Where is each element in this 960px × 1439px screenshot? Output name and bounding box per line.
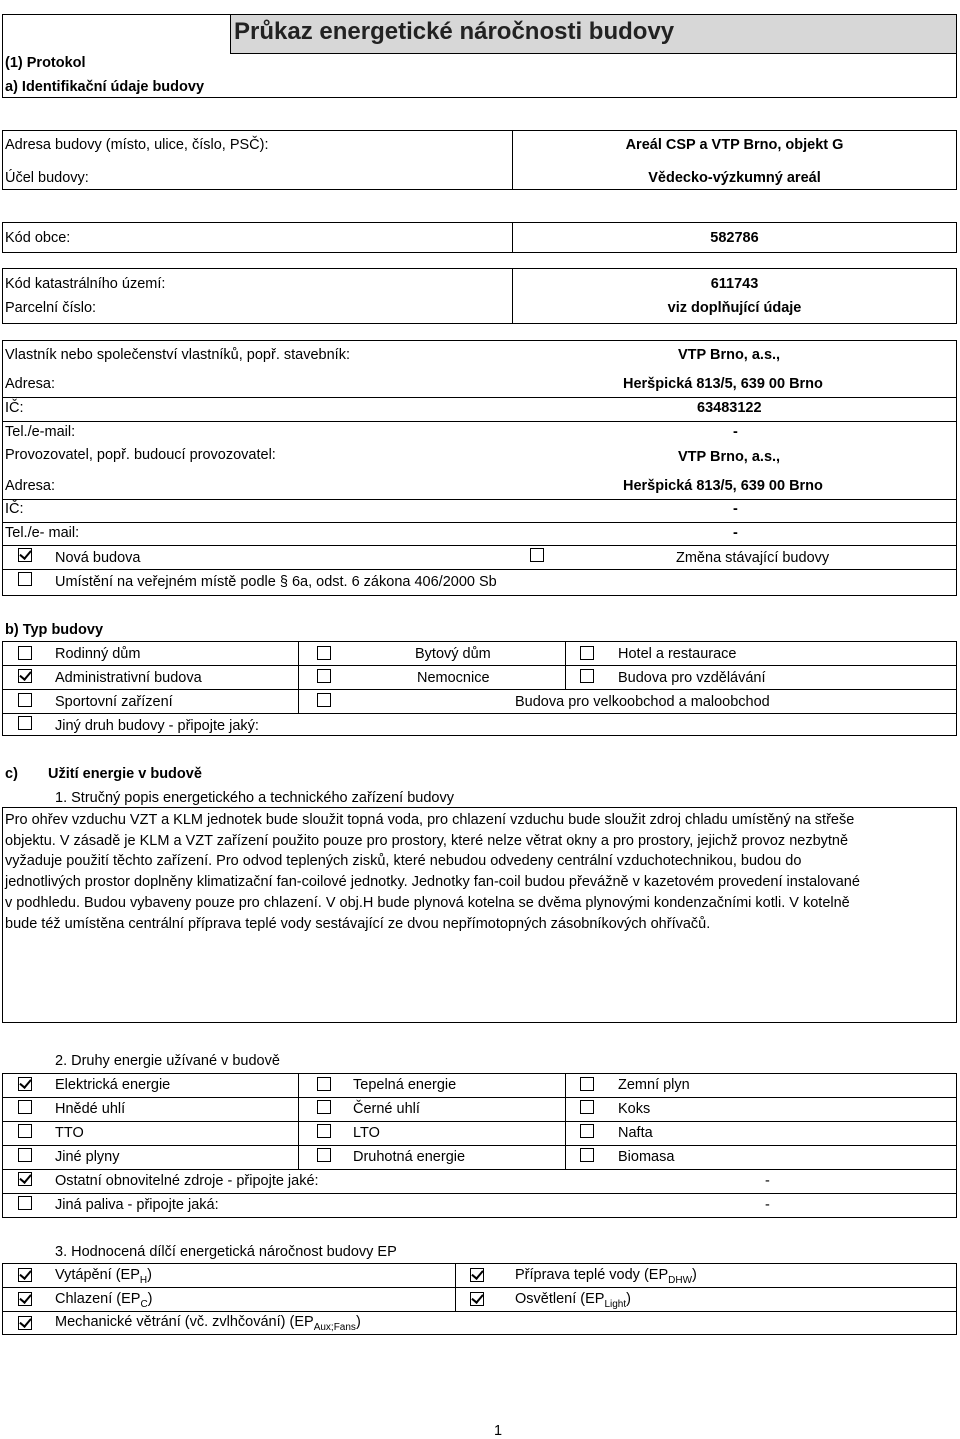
- cooling-close: ): [147, 1291, 153, 1307]
- purpose-label: Účel budovy:: [5, 170, 89, 186]
- cooling-text: Chlazení (EP: [55, 1291, 141, 1307]
- hot-water-checkbox[interactable]: [470, 1268, 484, 1282]
- heating-close: ): [147, 1267, 152, 1283]
- black-coal-checkbox[interactable]: [317, 1100, 331, 1114]
- new-building-label: Nová budova: [55, 550, 141, 566]
- heating-checkbox[interactable]: [18, 1268, 32, 1282]
- owner-ic-value: 63483122: [697, 400, 762, 416]
- owner-value: VTP Brno, a.s.,: [678, 347, 781, 363]
- code-value: 582786: [710, 230, 759, 246]
- heat-label: Tepelná energie: [353, 1077, 457, 1093]
- admin-checkbox[interactable]: [18, 669, 32, 683]
- operator-ic-label: IČ:: [5, 501, 24, 517]
- owner-tel-label: Tel./e-mail:: [5, 424, 76, 440]
- cooling-sub: C: [140, 1298, 148, 1310]
- operator-address-value: Heršpická 813/5, 639 00 Brno: [623, 478, 823, 494]
- sports-checkbox[interactable]: [18, 693, 32, 707]
- cadastral-value: 611743: [710, 276, 759, 292]
- owner-rule-6: [2, 569, 957, 570]
- owner-rule-4: [2, 522, 957, 523]
- other-building-checkbox[interactable]: [18, 716, 32, 730]
- lighting-close: ): [626, 1291, 631, 1307]
- pe-rule-1: [2, 1287, 957, 1288]
- family-house-label: Rodinný dům: [55, 646, 141, 662]
- other-fuel-label: Jiná paliva - připojte jaká:: [55, 1197, 219, 1213]
- lighting-label: [515, 1291, 631, 1310]
- description-line-1: Pro ohřev vzduchu VZT a KLM jednotek bude sloužit topná voda, pro chlazení vzduchu bude sloužit zdroj chladu umístěný na střeše: [5, 812, 855, 828]
- section-c-title: Užití energie v budově: [48, 766, 202, 782]
- heating-sub: H: [139, 1274, 148, 1286]
- building-type-title: b) Typ budovy: [5, 622, 104, 638]
- owner-rule-5: [2, 545, 957, 546]
- section-a-title: a) Identifikační údaje budovy: [5, 79, 205, 95]
- brown-coal-checkbox[interactable]: [18, 1100, 32, 1114]
- other-fuel-value: -: [765, 1197, 770, 1213]
- education-checkbox[interactable]: [580, 669, 594, 683]
- naphtha-checkbox[interactable]: [580, 1124, 594, 1138]
- parcel-value: viz doplňující údaje: [667, 300, 802, 316]
- tto-checkbox[interactable]: [18, 1124, 32, 1138]
- admin-label: Administrativní budova: [55, 670, 202, 686]
- new-building-checkbox[interactable]: [18, 548, 32, 562]
- sports-label: Sportovní zařízení: [55, 694, 173, 710]
- hot-water-sub: DHW: [668, 1274, 693, 1286]
- partial-ep-title: 3. Hodnocená dílčí energetická náročnost budovy EP: [55, 1244, 397, 1260]
- other-gas-checkbox[interactable]: [18, 1148, 32, 1162]
- description-line-4: jednotlivých prostor doplněny klimatizační fan-coilové jednotky. Jednotky fan-coil budou převážně v kazetovém provedení instalované: [5, 874, 860, 890]
- operator-value: VTP Brno, a.s.,: [678, 449, 781, 465]
- renewable-value: -: [765, 1173, 770, 1189]
- renewable-label: Ostatní obnovitelné zdroje - připojte jaké:: [55, 1173, 319, 1189]
- hot-water-text: Příprava teplé vody (EP: [515, 1267, 669, 1283]
- bt-rule-1: [2, 665, 957, 666]
- protocol-label: (1) Protokol: [5, 55, 86, 71]
- apartment-house-checkbox[interactable]: [317, 646, 331, 660]
- other-fuel-checkbox[interactable]: [18, 1196, 32, 1210]
- owner-label: Vlastník nebo společenství vlastníků, popř. stavebník:: [5, 347, 350, 363]
- owner-rule-2: [2, 421, 957, 422]
- pe-rule-2: [2, 1311, 957, 1312]
- operator-address-label: Adresa:: [5, 478, 55, 494]
- naphtha-label: Nafta: [618, 1125, 653, 1141]
- other-building-label: Jiný druh budovy - připojte jaký:: [55, 718, 259, 734]
- hot-water-label: [515, 1267, 697, 1286]
- other-gas-label: Jiné plyny: [55, 1149, 120, 1165]
- et-rule-1: [2, 1097, 957, 1098]
- description-line-2: objektu. V zásadě je KLM a VZT zařízení použito pouze pro prostory, které nelze větrat okny a pro prostory, jejichž provoz nezbytně: [5, 833, 849, 849]
- biomass-checkbox[interactable]: [580, 1148, 594, 1162]
- ventilation-sub: Aux;Fans: [313, 1321, 356, 1333]
- et-rule-3: [2, 1145, 957, 1146]
- electric-label: Elektrická energie: [55, 1077, 171, 1093]
- black-coal-label: Černé uhlí: [353, 1101, 420, 1117]
- ventilation-label: [55, 1314, 361, 1333]
- renewable-checkbox[interactable]: [18, 1172, 32, 1186]
- cadastral-label: Kód katastrálního území:: [5, 276, 166, 292]
- electric-checkbox[interactable]: [18, 1077, 32, 1091]
- education-label: Budova pro vzdělávání: [618, 670, 766, 686]
- cooling-label: [55, 1291, 153, 1310]
- heating-label: [55, 1267, 152, 1286]
- hotel-label: Hotel a restaurace: [618, 646, 737, 662]
- lto-label: LTO: [353, 1125, 380, 1141]
- hotel-checkbox[interactable]: [580, 646, 594, 660]
- section-c-label: c): [5, 766, 18, 782]
- pe-col-1: [455, 1263, 456, 1311]
- owner-address-value: Heršpická 813/5, 639 00 Brno: [623, 376, 823, 392]
- coke-label: Koks: [618, 1101, 651, 1117]
- lighting-text: Osvětlení (EP: [515, 1291, 605, 1307]
- hospital-label: Nemocnice: [417, 670, 490, 686]
- address-value: Areál CSP a VTP Brno, objekt G: [625, 137, 844, 153]
- lighting-checkbox[interactable]: [470, 1292, 484, 1306]
- page-number: 1: [494, 1423, 503, 1439]
- gen-gas-checkbox[interactable]: [317, 1148, 331, 1162]
- brown-coal-label: Hnědé uhlí: [55, 1101, 126, 1117]
- owner-rule-1: [2, 397, 957, 398]
- et-col-1: [298, 1073, 299, 1169]
- code-label: Kód obce:: [5, 230, 71, 246]
- public-place-label: Umístění na veřejném místě podle § 6a, odst. 6 zákona 406/2000 Sb: [55, 574, 497, 590]
- parcel-label: Parcelní číslo:: [5, 300, 97, 316]
- apartment-house-label: Bytový dům: [415, 646, 491, 662]
- owner-tel-value: -: [733, 424, 738, 440]
- heating-text: Vytápění (EP: [55, 1267, 140, 1283]
- natural-gas-label: Zemní plyn: [618, 1077, 690, 1093]
- address-label: Adresa budovy (místo, ulice, číslo, PSČ):: [5, 137, 269, 153]
- coke-checkbox[interactable]: [580, 1100, 594, 1114]
- energy-types-title: 2. Druhy energie užívané v budově: [55, 1053, 280, 1069]
- description-title: 1. Stručný popis energetického a technického zařízení budovy: [55, 790, 454, 806]
- header-divider-h: [230, 53, 957, 54]
- lighting-sub: Light: [604, 1298, 627, 1310]
- lto-checkbox[interactable]: [317, 1124, 331, 1138]
- hot-water-close: ): [692, 1267, 697, 1283]
- change-building-label: Změna stávající budovy: [676, 550, 830, 566]
- ventilation-checkbox[interactable]: [18, 1316, 32, 1330]
- bt-rule-2: [2, 689, 957, 690]
- family-house-checkbox[interactable]: [18, 646, 32, 660]
- owner-address-label: Adresa:: [5, 376, 55, 392]
- operator-tel-label: Tel./e- mail:: [5, 525, 80, 541]
- operator-ic-value: -: [733, 501, 738, 517]
- header-divider: [230, 14, 231, 54]
- operator-label: Provozovatel, popř. budoucí provozovatel:: [5, 447, 276, 463]
- retail-checkbox[interactable]: [317, 693, 331, 707]
- et-rule-5: [2, 1193, 957, 1194]
- cooling-checkbox[interactable]: [18, 1292, 32, 1306]
- description-line-5: v podhledu. Budou vybaveny pouze pro chlazení. V obj.H bude plynová kotelna se dvěma plynovými kondenzačními kotli. V kotelně: [5, 895, 850, 911]
- purpose-value: Vědecko-výzkumný areál: [648, 170, 821, 186]
- heat-checkbox[interactable]: [317, 1077, 331, 1091]
- public-place-checkbox[interactable]: [18, 572, 32, 586]
- gen-gas-label: Druhotná energie: [353, 1149, 466, 1165]
- biomass-label: Biomasa: [618, 1149, 675, 1165]
- et-rule-4: [2, 1169, 957, 1170]
- et-col-2: [565, 1073, 566, 1169]
- bt-col-1: [298, 641, 299, 713]
- owner-rule-3: [2, 499, 957, 500]
- ventilation-close: ): [355, 1314, 361, 1330]
- natural-gas-checkbox[interactable]: [580, 1077, 594, 1091]
- et-rule-2: [2, 1121, 957, 1122]
- page-title: Průkaz energetické náročnosti budovy: [234, 18, 675, 45]
- bt-col-2: [565, 641, 566, 689]
- description-line-6: bude též umístěna centrální příprava teplé vody sestávající ze dvou nepřímotopných zásobníkových ohřívačů.: [5, 916, 711, 932]
- ventilation-text: Mechanické větrání (vč. zvlhčování) (EP: [55, 1314, 314, 1330]
- owner-ic-label: IČ:: [5, 400, 24, 416]
- bt-rule-3: [2, 713, 957, 714]
- tto-label: TTO: [55, 1125, 84, 1141]
- description-line-3: vyžaduje použití těchto zařízení. Pro odvod teplených zisků, které nebudou odvedeny centrální vzduchotechnikou, budou do: [5, 853, 802, 869]
- hospital-checkbox[interactable]: [317, 669, 331, 683]
- retail-label: Budova pro velkoobchod a maloobchod: [515, 694, 770, 710]
- change-building-checkbox[interactable]: [530, 548, 544, 562]
- operator-tel-value: -: [733, 525, 738, 541]
